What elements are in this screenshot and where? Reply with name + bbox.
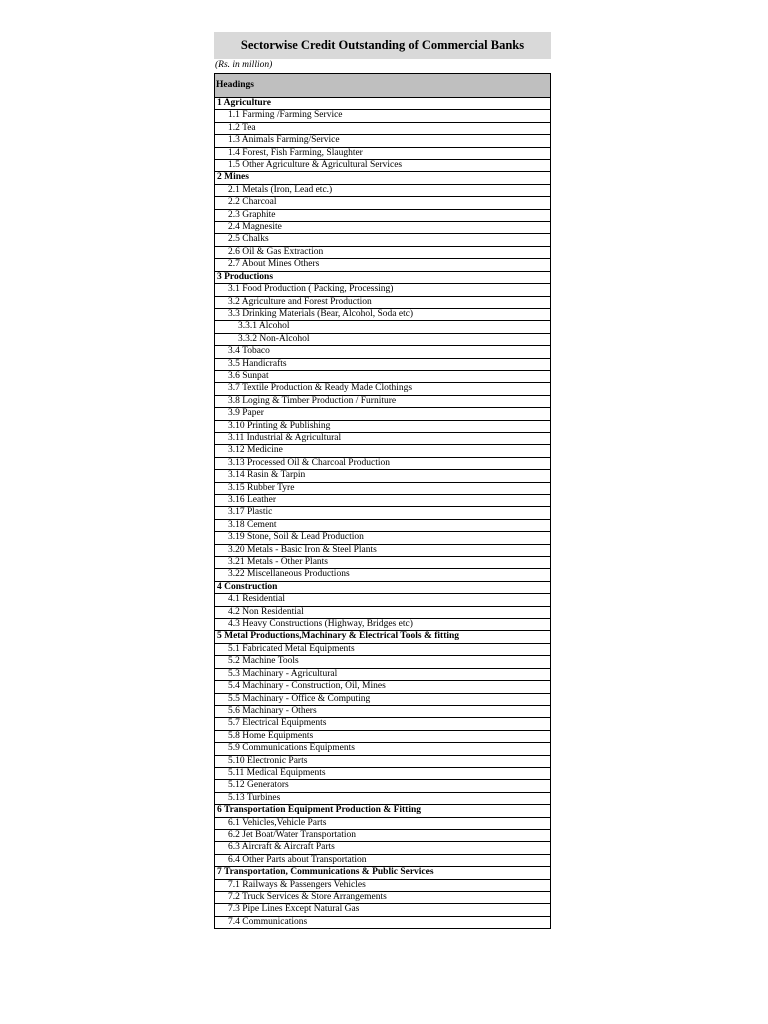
sector-item-cell: 5.2 Machine Tools <box>215 656 551 668</box>
sector-item-cell: 6.3 Aircraft & Aircraft Parts <box>215 842 551 854</box>
sector-item-row <box>215 246 551 258</box>
sector-item-cell: 7.2 Truck Services & Store Arrangements <box>215 892 551 904</box>
sector-item-row <box>215 792 551 804</box>
sector-heading-row <box>215 631 551 643</box>
spreadsheet-page <box>214 32 551 929</box>
sector-item-cell: 5.8 Home Equipments <box>215 730 551 742</box>
sector-item-row <box>215 619 551 631</box>
sector-item-cell: 7.4 Communications <box>215 916 551 928</box>
sector-item-row <box>215 333 551 345</box>
sector-item-row <box>215 693 551 705</box>
sector-heading-cell: 2 Mines <box>215 172 551 184</box>
sector-item-row <box>215 308 551 320</box>
sector-item-row <box>215 321 551 333</box>
sector-item-cell: 5.11 Medical Equipments <box>215 767 551 779</box>
sector-item-row <box>215 557 551 569</box>
sector-item-cell: 2.7 About Mines Others <box>215 259 551 271</box>
sector-item-row <box>215 916 551 928</box>
sector-item-cell: 5.9 Communications Equipments <box>215 743 551 755</box>
sector-item-cell: 3.11 Industrial & Agricultural <box>215 432 551 444</box>
sector-item-row <box>215 482 551 494</box>
sector-item-row <box>215 767 551 779</box>
sector-item-row <box>215 643 551 655</box>
sector-item-cell: 3.15 Rubber Tyre <box>215 482 551 494</box>
sector-item-cell: 3.19 Stone, Soil & Lead Production <box>215 532 551 544</box>
sector-heading-cell: 5 Metal Productions,Machinary & Electrical Tools & fitting <box>215 631 551 643</box>
sector-item-cell: 3.6 Sunpat <box>215 370 551 382</box>
sector-item-row <box>215 209 551 221</box>
sector-item-cell: 3.17 Plastic <box>215 507 551 519</box>
sector-heading-row <box>215 581 551 593</box>
sector-item-cell: 1.5 Other Agriculture & Agricultural Services <box>215 160 551 172</box>
sector-item-row <box>215 569 551 581</box>
sector-item-cell: 2.5 Chalks <box>215 234 551 246</box>
sector-heading-row <box>215 172 551 184</box>
sector-item-row <box>215 296 551 308</box>
sector-item-cell: 5.1 Fabricated Metal Equipments <box>215 643 551 655</box>
sector-item-cell: 3.3.2 Non-Alcohol <box>215 333 551 345</box>
sector-item-cell: 3.13 Processed Oil & Charcoal Production <box>215 457 551 469</box>
sector-item-row <box>215 718 551 730</box>
sector-item-cell: 3.12 Medicine <box>215 445 551 457</box>
sector-item-row <box>215 259 551 271</box>
headings-header: Headings <box>215 74 551 98</box>
sector-item-cell: 7.1 Railways & Passengers Vehicles <box>215 879 551 891</box>
sector-item-cell: 3.5 Handicrafts <box>215 358 551 370</box>
sector-item-row <box>215 730 551 742</box>
sector-heading-row <box>215 805 551 817</box>
sector-item-cell: 3.1 Food Production ( Packing, Processing) <box>215 284 551 296</box>
sector-item-cell: 3.16 Leather <box>215 495 551 507</box>
sector-item-cell: 5.3 Machinary - Agricultural <box>215 668 551 680</box>
sector-item-cell: 3.21 Metals - Other Plants <box>215 557 551 569</box>
sector-item-cell: 5.5 Machinary - Office & Computing <box>215 693 551 705</box>
sector-item-cell: 4.2 Non Residential <box>215 606 551 618</box>
sector-item-cell: 4.1 Residential <box>215 594 551 606</box>
sector-item-cell: 2.6 Oil & Gas Extraction <box>215 246 551 258</box>
sector-item-cell: 3.20 Metals - Basic Iron & Steel Plants <box>215 544 551 556</box>
sector-item-row <box>215 519 551 531</box>
sector-item-cell: 2.2 Charcoal <box>215 197 551 209</box>
sector-item-cell: 5.12 Generators <box>215 780 551 792</box>
sector-item-row <box>215 383 551 395</box>
document-title: Sectorwise Credit Outstanding of Commercial Banks <box>214 32 551 59</box>
sector-heading-row <box>215 98 551 110</box>
sector-item-cell: 2.3 Graphite <box>215 209 551 221</box>
sector-item-row <box>215 532 551 544</box>
sector-item-cell: 3.18 Cement <box>215 519 551 531</box>
sector-item-cell: 3.2 Agriculture and Forest Production <box>215 296 551 308</box>
table-header-row <box>215 74 551 98</box>
sector-item-row <box>215 346 551 358</box>
sector-item-row <box>215 358 551 370</box>
sector-item-cell: 5.13 Turbines <box>215 792 551 804</box>
sector-item-row <box>215 780 551 792</box>
sector-item-row <box>215 395 551 407</box>
sector-item-row <box>215 408 551 420</box>
sector-item-row <box>215 854 551 866</box>
sector-item-cell: 3.4 Tobaco <box>215 346 551 358</box>
sector-item-row <box>215 234 551 246</box>
sector-item-row <box>215 445 551 457</box>
units-note: (Rs. in million) <box>215 60 273 70</box>
sector-item-cell: 3.8 Loging & Timber Production / Furniture <box>215 395 551 407</box>
sector-item-row <box>215 892 551 904</box>
sector-item-row <box>215 370 551 382</box>
sector-item-cell: 2.1 Metals (Iron, Lead etc.) <box>215 184 551 196</box>
sector-item-cell: 3.10 Printing & Publishing <box>215 420 551 432</box>
sector-item-row <box>215 879 551 891</box>
sector-heading-cell: 7 Transportation, Communications & Public Services <box>215 867 551 879</box>
sector-item-cell: 4.3 Heavy Constructions (Highway, Bridges etc) <box>215 619 551 631</box>
sector-item-row <box>215 681 551 693</box>
sector-heading-row <box>215 867 551 879</box>
sector-item-row <box>215 594 551 606</box>
sector-item-row <box>215 420 551 432</box>
sector-item-row <box>215 668 551 680</box>
sector-item-cell: 5.6 Machinary - Others <box>215 705 551 717</box>
sector-heading-cell: 6 Transportation Equipment Production & Fitting <box>215 805 551 817</box>
sector-item-cell: 5.7 Electrical Equipments <box>215 718 551 730</box>
sector-item-cell: 6.1 Vehicles,Vehicle Parts <box>215 817 551 829</box>
sector-item-cell: 5.4 Machinary - Construction, Oil, Mines <box>215 681 551 693</box>
sector-heading-cell: 4 Construction <box>215 581 551 593</box>
sector-table <box>214 73 551 929</box>
sector-item-cell: 6.2 Jet Boat/Water Transportation <box>215 829 551 841</box>
sector-item-row <box>215 743 551 755</box>
sector-item-row <box>215 495 551 507</box>
sector-item-row <box>215 110 551 122</box>
sector-item-row <box>215 606 551 618</box>
sector-item-row <box>215 160 551 172</box>
sector-item-row <box>215 817 551 829</box>
sector-item-row <box>215 432 551 444</box>
sector-item-cell: 1.4 Forest, Fish Farming, Slaughter <box>215 147 551 159</box>
sector-item-cell: 3.7 Textile Production & Ready Made Clothings <box>215 383 551 395</box>
sector-item-row <box>215 544 551 556</box>
sector-item-cell: 3.3 Drinking Materials (Bear, Alcohol, Soda etc) <box>215 308 551 320</box>
sector-item-row <box>215 197 551 209</box>
sector-item-row <box>215 656 551 668</box>
sector-item-row <box>215 507 551 519</box>
sector-item-row <box>215 147 551 159</box>
sector-item-cell: 1.3 Animals Farming/Service <box>215 135 551 147</box>
sector-heading-cell: 3 Productions <box>215 271 551 283</box>
sector-item-row <box>215 755 551 767</box>
sector-item-row <box>215 470 551 482</box>
sector-item-row <box>215 284 551 296</box>
sector-item-cell: 2.4 Magnesite <box>215 222 551 234</box>
sector-item-cell: 3.3.1 Alcohol <box>215 321 551 333</box>
sector-item-cell: 6.4 Other Parts about Transportation <box>215 854 551 866</box>
sector-item-row <box>215 904 551 916</box>
sector-heading-cell: 1 Agriculture <box>215 98 551 110</box>
sector-item-row <box>215 829 551 841</box>
sector-item-row <box>215 222 551 234</box>
sector-item-cell: 3.22 Miscellaneous Productions <box>215 569 551 581</box>
sector-item-cell: 3.9 Paper <box>215 408 551 420</box>
sector-item-row <box>215 842 551 854</box>
sector-item-row <box>215 184 551 196</box>
sector-item-row <box>215 122 551 134</box>
sector-item-cell: 5.10 Electronic Parts <box>215 755 551 767</box>
sector-item-cell: 7.3 Pipe Lines Except Natural Gas <box>215 904 551 916</box>
sector-heading-row <box>215 271 551 283</box>
sector-item-row <box>215 457 551 469</box>
sector-item-row <box>215 135 551 147</box>
sector-item-cell: 1.1 Farming /Farming Service <box>215 110 551 122</box>
sector-item-cell: 3.14 Rasin & Tarpin <box>215 470 551 482</box>
sector-item-cell: 1.2 Tea <box>215 122 551 134</box>
sector-item-row <box>215 705 551 717</box>
